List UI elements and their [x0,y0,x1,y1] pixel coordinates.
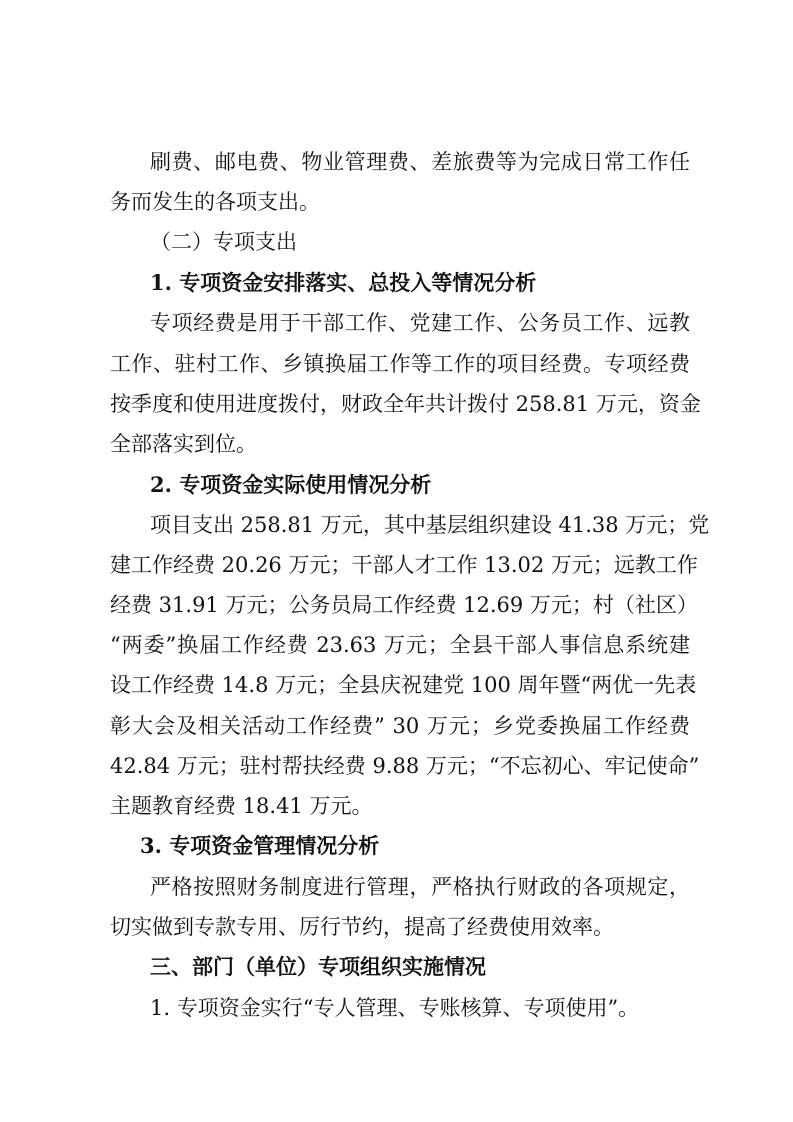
subsection-heading: 2. 专项资金实际使用情况分析 [150,472,432,497]
paragraph-line: 经费 31.91 万元；公务员局工作经费 12.69 万元；村（社区） [110,593,698,617]
paragraph-line: 42.84 万元；驻村帮扶经费 9.88 万元；“不忘初心、牢记使命” [110,754,700,778]
paragraph-line: 建工作经费 20.26 万元；干部人才工作 13.02 万元；远教工作 [110,553,698,577]
paragraph-line: “两委”换届工作经费 23.63 万元；全县干部人事信息系统建 [110,633,690,657]
paragraph-line: 设工作经费 14.8 万元；全县庆祝建党 100 周年暨“两优一先表 [110,673,697,697]
paragraph-line: 务而发生的各项支出。 [110,190,320,214]
paragraph-line: 专项经费是用于干部工作、党建工作、公务员工作、远教 [150,311,690,335]
paragraph-line: 项目支出 258.81 万元，其中基层组织建设 41.38 万元；党 [150,513,710,537]
subsection-heading: 1. 专项资金安排落实、总投入等情况分析 [150,270,537,295]
paragraph-line: 1. 专项资金实行“专人管理、专账核算、专项使用”。 [150,996,640,1020]
section-heading: 三、部门（单位）专项组织实施情况 [150,954,486,979]
paragraph-line: 刷费、邮电费、物业管理费、差旅费等为完成日常工作任 [150,150,690,174]
subsection-heading: 3. 专项资金管理情况分析 [140,833,380,858]
paragraph-line: 全部落实到位。 [110,432,257,456]
paragraph-line: 切实做到专款专用、厉行节约，提高了经费使用效率。 [110,915,614,939]
paragraph-line: 主题教育经费 18.41 万元。 [110,794,373,818]
section-heading: （二）专项支出 [150,230,297,254]
paragraph-line: 按季度和使用进度拨付，财政全年共计拨付 258.81 万元，资金 [110,392,701,416]
paragraph-line: 彰大会及相关活动工作经费” 30 万元；乡党委换届工作经费 [110,714,690,738]
paragraph-line: 严格按照财务制度进行管理，严格执行财政的各项规定， [150,875,690,899]
paragraph-line: 工作、驻村工作、乡镇换届工作等工作的项目经费。专项经费 [110,352,690,376]
